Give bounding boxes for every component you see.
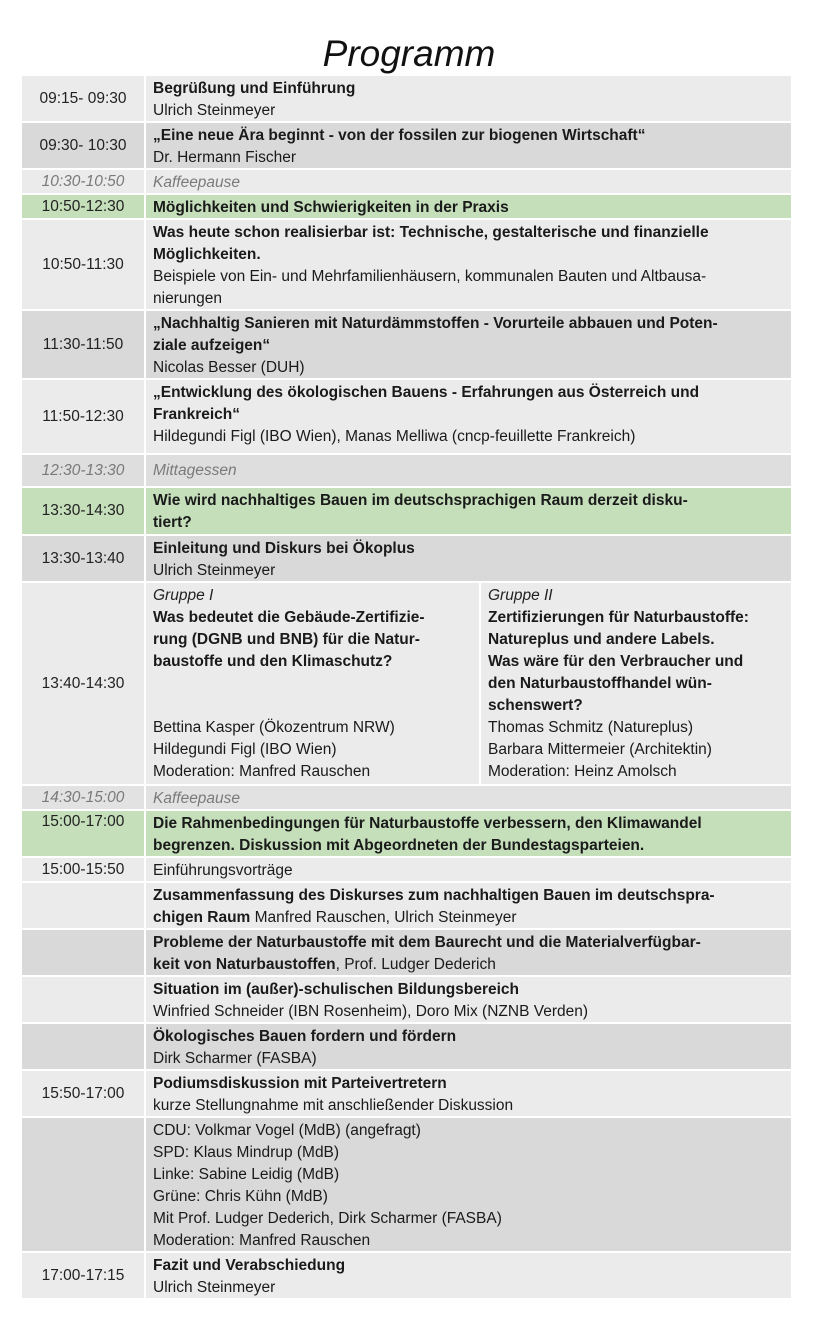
session-title: Fazit und Verabschiedung	[153, 1257, 346, 1274]
session-title-line	[153, 954, 783, 976]
break-row	[22, 455, 791, 488]
panel-member: Grüne: Chris Kühn (MdB)	[153, 1188, 328, 1205]
table-row	[22, 76, 791, 123]
table-row	[22, 883, 791, 930]
group-label: Gruppe II	[488, 587, 553, 604]
session-speaker: Nicolas Besser (DUH)	[153, 359, 305, 376]
section-title-line: begrenzen. Diskussion mit Abgeordneten der Bundestagsparteien.	[153, 837, 645, 854]
group-speaker: Barbara Mittermeier (Architektin)	[488, 741, 712, 758]
break-label: Kaffeepause	[153, 174, 241, 191]
session-speaker: Ulrich Steinmeyer	[153, 1279, 276, 1296]
time-cell: 15:50-17:00	[22, 1071, 146, 1116]
session-cell	[146, 977, 791, 1022]
time-cell	[22, 883, 146, 928]
session-description-line: Beispiele von Ein- und Mehrfamilienhäusern, kommunalen Bauten und Altbausa-	[153, 268, 707, 285]
time-cell: 13:30-14:30	[22, 488, 146, 534]
session-title-line: Probleme der Naturbaustoffe mit dem Baurecht und die Materialverfügbar-	[153, 934, 701, 951]
group-1-cell	[146, 583, 481, 784]
time-cell: 10:50-12:30	[22, 195, 146, 218]
session-speaker: Winfried Schneider (IBN Rosenheim), Doro Mix (NZNB Verden)	[153, 1003, 588, 1020]
time-cell: 09:15- 09:30	[22, 76, 146, 121]
workshop-groups	[146, 583, 791, 784]
session-cell	[146, 220, 791, 309]
break-row	[22, 170, 791, 195]
time-cell: 13:40-14:30	[22, 583, 146, 784]
session-cell	[146, 76, 791, 121]
session-speaker: Ulrich Steinmeyer	[153, 102, 276, 119]
session-description-line: nierungen	[153, 290, 222, 307]
time-cell: 17:00-17:15	[22, 1253, 146, 1298]
session-title: Einführungsvorträge	[153, 862, 293, 879]
session-title-line: „Nachhaltig Sanieren mit Naturdämmstoffen - Vorurteile abbauen und Poten-	[153, 315, 718, 332]
session-speaker: Ulrich Steinmeyer	[153, 562, 276, 579]
session-title-line: ziale aufzeigen“	[153, 337, 271, 354]
session-cell	[146, 1071, 791, 1116]
session-cell	[146, 311, 791, 378]
group-title-line: Was wäre für den Verbraucher und	[488, 653, 744, 670]
group-speaker: Bettina Kasper (Ökozentrum NRW)	[153, 719, 395, 736]
session-title-line: „Entwicklung des ökologischen Bauens - Erfahrungen aus Österreich und	[153, 384, 700, 401]
group-title-line: Was bedeutet die Gebäude-Zertifizie-	[153, 609, 425, 626]
group-title-line: Natureplus und andere Labels.	[488, 631, 715, 648]
session-cell	[146, 536, 791, 581]
time-cell: 14:30-15:00	[22, 786, 146, 809]
session-title-line: Was heute schon realisierbar ist: Technische, gestalterische und finanzielle	[153, 224, 709, 241]
table-row	[22, 583, 791, 786]
time-cell	[22, 1024, 146, 1069]
panel-moderator: Moderation: Manfred Rauschen	[153, 1232, 371, 1249]
group-label: Gruppe I	[153, 587, 214, 604]
panel-member: Mit Prof. Ludger Dederich, Dirk Scharmer (FASBA)	[153, 1210, 502, 1227]
section-title-line: Die Rahmenbedingungen für Naturbaustoffe verbessern, den Klimawandel	[153, 815, 702, 832]
session-title-line: Frankreich“	[153, 406, 241, 423]
table-row	[22, 977, 791, 1024]
session-title-line: Zusammenfassung des Diskurses zum nachhaltigen Bauen im deutschspra-	[153, 887, 715, 904]
session-title: Begrüßung und Einführung	[153, 80, 356, 97]
table-row	[22, 123, 791, 170]
time-cell: 13:30-13:40	[22, 536, 146, 581]
group-speaker: Hildegundi Figl (IBO Wien)	[153, 741, 337, 758]
section-title: Möglichkeiten und Schwierigkeiten in der Praxis	[153, 199, 509, 216]
time-cell: 11:30-11:50	[22, 311, 146, 378]
time-cell: 15:00-15:50	[22, 858, 146, 881]
session-cell	[146, 123, 791, 168]
session-cell	[146, 883, 791, 928]
session-cell	[146, 380, 791, 453]
group-2-cell	[481, 583, 791, 784]
session-description: kurze Stellungnahme mit anschließender Diskussion	[153, 1097, 514, 1114]
break-row	[22, 786, 791, 811]
session-title: Podiumsdiskussion mit Parteivertretern	[153, 1075, 447, 1092]
session-title-line: Möglichkeiten.	[153, 246, 261, 263]
session-title: Situation im (außer)-schulischen Bildungsbereich	[153, 981, 520, 998]
program-table	[22, 76, 791, 1300]
session-title: Ökologisches Bauen fordern und fördern	[153, 1028, 457, 1045]
session-title-end: keit von Naturbaustoffen	[153, 956, 336, 973]
table-row	[22, 930, 791, 977]
time-cell	[22, 977, 146, 1022]
time-cell	[22, 930, 146, 975]
group-speaker: Thomas Schmitz (Natureplus)	[488, 719, 694, 736]
panel-member: SPD: Klaus Mindrup (MdB)	[153, 1144, 340, 1161]
time-cell: 10:50-11:30	[22, 220, 146, 309]
session-title: „Eine neue Ära beginnt - von der fossilen zur biogenen Wirtschaft“	[153, 127, 646, 144]
table-row	[22, 858, 791, 883]
session-cell	[146, 930, 791, 975]
panel-member: CDU: Volkmar Vogel (MdB) (angefragt)	[153, 1122, 421, 1139]
session-speaker: Dirk Scharmer (FASBA)	[153, 1050, 317, 1067]
session-speaker: , Prof. Ludger Dederich	[335, 956, 496, 973]
table-row	[22, 380, 791, 455]
section-header-row	[22, 488, 791, 536]
panel-member: Linke: Sabine Leidig (MdB)	[153, 1166, 340, 1183]
group-title-line: baustoffe und den Klimaschutz?	[153, 653, 393, 670]
table-row	[22, 1118, 791, 1253]
section-header-row	[22, 195, 791, 220]
table-row	[22, 1071, 791, 1118]
table-row	[22, 536, 791, 583]
group-title-line: den Naturbaustoffhandel wün-	[488, 675, 712, 692]
session-speaker: Hildegundi Figl (IBO Wien), Manas Melliwa (cncp-feuillette Frankreich)	[153, 428, 636, 445]
time-cell: 10:30-10:50	[22, 170, 146, 193]
group-title-line: Zertifizierungen für Naturbaustoffe:	[488, 609, 749, 626]
group-title-line: rung (DGNB und BNB) für die Natur-	[153, 631, 420, 648]
time-cell: 09:30- 10:30	[22, 123, 146, 168]
section-title-line: Wie wird nachhaltiges Bauen im deutschsprachigen Raum derzeit disku-	[153, 492, 688, 509]
section-title-line: tiert?	[153, 514, 192, 531]
session-speaker: Dr. Hermann Fischer	[153, 149, 296, 166]
table-row	[22, 1024, 791, 1071]
time-cell	[22, 1118, 146, 1251]
session-cell	[146, 1253, 791, 1298]
table-row	[22, 220, 791, 311]
time-cell: 12:30-13:30	[22, 455, 146, 486]
session-speaker: Manfred Rauschen, Ulrich Steinmeyer	[250, 909, 517, 926]
group-title-line: schenswert?	[488, 697, 583, 714]
section-title	[146, 811, 791, 856]
time-cell: 11:50-12:30	[22, 380, 146, 453]
break-label: Mittagessen	[153, 462, 237, 479]
panel-members-cell	[146, 1118, 791, 1251]
break-label: Kaffeepause	[153, 790, 241, 807]
session-title-line	[153, 907, 783, 929]
page-title: Programm	[322, 33, 496, 74]
table-row	[22, 1253, 791, 1300]
section-title	[146, 488, 791, 534]
session-cell	[146, 1024, 791, 1069]
session-title: Einleitung und Diskurs bei Ökoplus	[153, 540, 415, 557]
section-header-row	[22, 811, 791, 858]
session-title-end: chigen Raum	[153, 909, 251, 926]
group-moderator: Moderation: Heinz Amolsch	[488, 763, 677, 780]
group-moderator: Moderation: Manfred Rauschen	[153, 763, 371, 780]
table-row	[22, 311, 791, 380]
time-cell: 15:00-17:00	[22, 811, 146, 856]
